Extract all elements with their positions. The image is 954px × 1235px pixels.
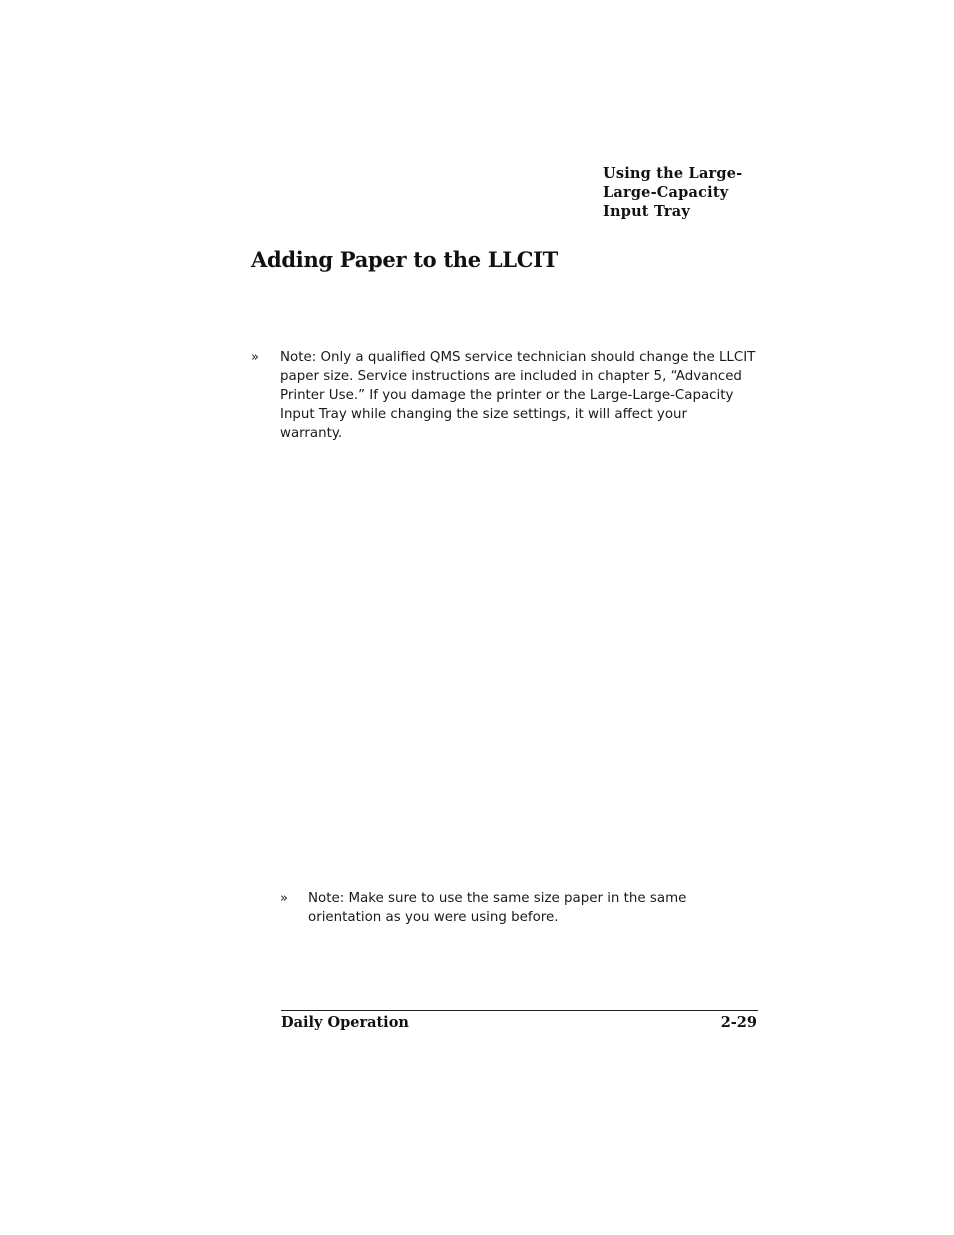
running-head-line-3: Input Tray xyxy=(603,203,690,220)
footer-chapter-title: Daily Operation xyxy=(281,1014,409,1031)
footer-page-number: 2-29 xyxy=(720,1014,757,1031)
running-head-line-2: Large-Capacity xyxy=(603,184,729,201)
footer-divider xyxy=(281,1010,758,1011)
note-marker-icon: » xyxy=(280,891,288,906)
running-head xyxy=(603,164,783,221)
note-marker-icon: » xyxy=(251,350,259,365)
note-llcit-paper-size xyxy=(251,348,771,448)
section-title: Adding Paper to the LLCIT xyxy=(251,247,559,272)
note-text: Note: Make sure to use the same size paper in the same orientation as you were using before. xyxy=(308,891,687,925)
note-text: Note: Only a qualified QMS service technician should change the LLCIT paper size. Service instructions are included in chapter 5, “Advanced Printer Use.” If you damage the printer or the Large-Large-Capacity Input Tray while changing the size settings, it will affect your warranty. xyxy=(280,350,756,441)
running-head-line-1: Using the Large- xyxy=(603,165,743,182)
note-same-size-paper xyxy=(280,889,720,929)
